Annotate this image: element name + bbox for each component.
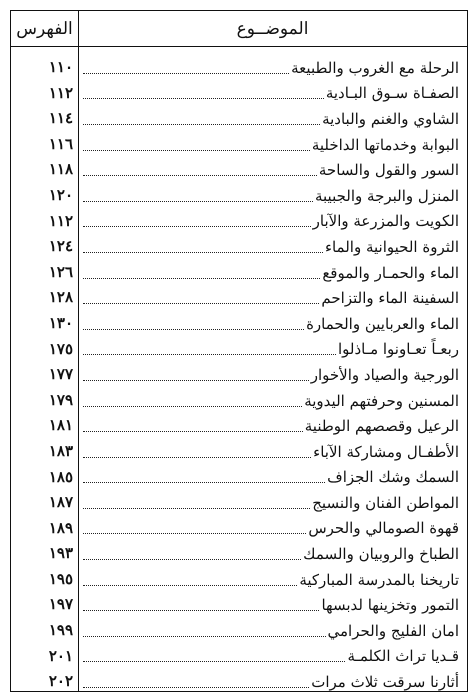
entry-title-text: الكويت والمزرعة والآبار [312,212,459,231]
entry-page-number: ١٧٩ [48,390,73,409]
entry-title-text: امان الفليج والحرامي [327,621,459,640]
entry-page-number: ١١٢ [48,83,73,102]
dot-leader [83,123,320,125]
dot-leader [83,584,297,586]
entry-title [83,618,459,644]
toc-row [11,285,467,311]
entry-title-text: الصفـاة سـوق البـادية [325,84,459,103]
entry-page-number: ٢٠١ [48,646,73,665]
dot-leader [83,328,304,330]
dot-leader [83,456,311,458]
entry-title-text: قهوة الصومالي والحرس [308,519,459,538]
topic-column-header: الموضــوع [236,19,309,39]
dot-leader [83,507,310,509]
entry-title [83,541,459,567]
entry-title [83,516,459,542]
toc-row [11,337,467,363]
entry-page-number: ١٨٣ [48,441,73,460]
entry-title-text: الماء والعربايين والحمارة [306,314,459,333]
entry-page-number: ١٢٦ [48,262,73,281]
toc-row [11,106,467,132]
toc-row [11,157,467,183]
dot-leader [83,660,345,662]
entry-title-text: التمور وتخزينها لدبسها [321,596,459,615]
entry-title [83,669,459,695]
entry-title-text: تاريخنا بالمدرسة المباركية [299,570,459,589]
entry-title-text: الثروة الحيوانية والماء [324,237,459,256]
toc-row [11,592,467,618]
entry-title-text: السور والقول والساحة [318,161,459,180]
dot-leader [83,97,324,99]
entry-page-number: ١٢٤ [48,237,73,256]
entry-page-number: ١٩٥ [48,569,73,588]
entry-title [83,592,459,618]
dot-leader [83,225,311,227]
entry-page-number: ١١٢ [48,211,73,230]
entry-title-text: الطباخ والروبيان والسمك [303,545,459,564]
entry-title [83,234,459,260]
toc-entries [11,55,467,695]
toc-row [11,388,467,414]
entry-title-text: الورجية والصياد والأخوار [310,365,459,384]
entry-title [83,106,459,132]
toc-row [11,439,467,465]
entry-title [83,260,459,286]
dot-leader [83,277,320,279]
entry-page-number: ١١٠ [48,58,73,76]
entry-title-text: البوابة وخدماتها الداخلية [311,135,459,154]
entry-title-text: السفينة الماء والتزاحم [321,289,459,308]
toc-row [11,465,467,491]
entry-title [83,465,459,491]
toc-row [11,490,467,516]
entry-page-number: ١٧٧ [48,365,73,384]
entry-title [83,132,459,158]
entry-title [83,81,459,107]
toc-row [11,55,467,81]
toc-row [11,618,467,644]
entry-title [83,183,459,209]
toc-row [11,183,467,209]
entry-page-number: ١٩٩ [48,621,73,640]
toc-row [11,362,467,388]
entry-title [83,439,459,465]
entry-title [83,567,459,593]
table-header [11,11,467,47]
entry-title [83,413,459,439]
entry-page-number: ٢٠٢ [48,672,73,691]
dot-leader [83,430,303,432]
toc-row [11,541,467,567]
entry-title-text: المسنين وحرفتهم اليدوية [304,391,459,410]
entry-page-number: ١٨٧ [48,493,73,512]
dot-leader [83,609,319,611]
entry-title [83,285,459,311]
toc-row [11,413,467,439]
entry-title [83,388,459,414]
table-of-contents [10,10,468,692]
toc-row [11,209,467,235]
entry-title-text: قـديا تراث الكلمـة [347,647,459,666]
entry-title [83,209,459,235]
entry-page-number: ١٢٨ [48,288,73,307]
dot-leader [83,302,319,304]
dot-leader [83,251,323,253]
dot-leader [83,532,306,534]
dot-leader [83,353,336,355]
entry-title [83,311,459,337]
toc-row [11,234,467,260]
toc-row [11,516,467,542]
dot-leader [83,686,309,688]
entry-page-number: ١٩٣ [48,544,73,563]
entry-title-text: الرعيل وقصصهم الوطنية [304,417,459,436]
entry-title-text: أثارنا سرقت ثلاث مرات [311,673,459,692]
entry-title [83,157,459,183]
dot-leader [83,635,326,637]
entry-page-number: ١٣٠ [48,313,73,332]
dot-leader [83,149,310,151]
entry-title [83,490,459,516]
toc-row [11,260,467,286]
toc-row [11,132,467,158]
dot-leader [83,379,309,381]
entry-title [83,337,459,363]
entry-title-text: الرحلة مع الغروب والطبيعة [291,58,459,77]
dot-leader [83,200,313,202]
dot-leader [83,174,317,176]
toc-row [11,644,467,670]
entry-title [83,362,459,388]
entry-page-number: ١١٦ [48,134,73,153]
entry-page-number: ١٨٥ [48,467,73,486]
toc-row [11,567,467,593]
entry-page-number: ١٨١ [48,416,73,435]
entry-page-number: ١١٨ [48,160,73,179]
entry-page-number: ١٩٧ [48,595,73,614]
dot-leader [83,558,301,560]
entry-title-text: الماء والحمـار والموقع [322,263,459,282]
toc-row [11,311,467,337]
entry-title-text: ربعـاً تعـاونوا مـاذلوا [337,340,459,359]
entry-page-number: ١٨٩ [48,518,73,537]
entry-title-text: السمك وشك الجزاف [327,468,459,487]
entry-title-text: الأطفـال ومشاركة الآباء [313,442,459,461]
entry-page-number: ١١٤ [48,109,73,128]
entry-title-text: الشاوي والغنم والبادية [322,109,459,128]
entry-page-number: ١٧٥ [48,339,73,358]
dot-leader [83,72,289,74]
entry-title [83,644,459,670]
entry-title [83,55,459,81]
index-column-header: الفهرس [16,19,73,39]
toc-row [11,669,467,695]
entry-page-number: ١٢٠ [48,185,73,204]
toc-row [11,81,467,107]
entry-title-text: المنزل والبرجة والجبيبة [314,186,459,205]
dot-leader [83,405,302,407]
entry-title-text: المواطن الفنان والنسيج [312,493,459,512]
dot-leader [83,481,325,483]
